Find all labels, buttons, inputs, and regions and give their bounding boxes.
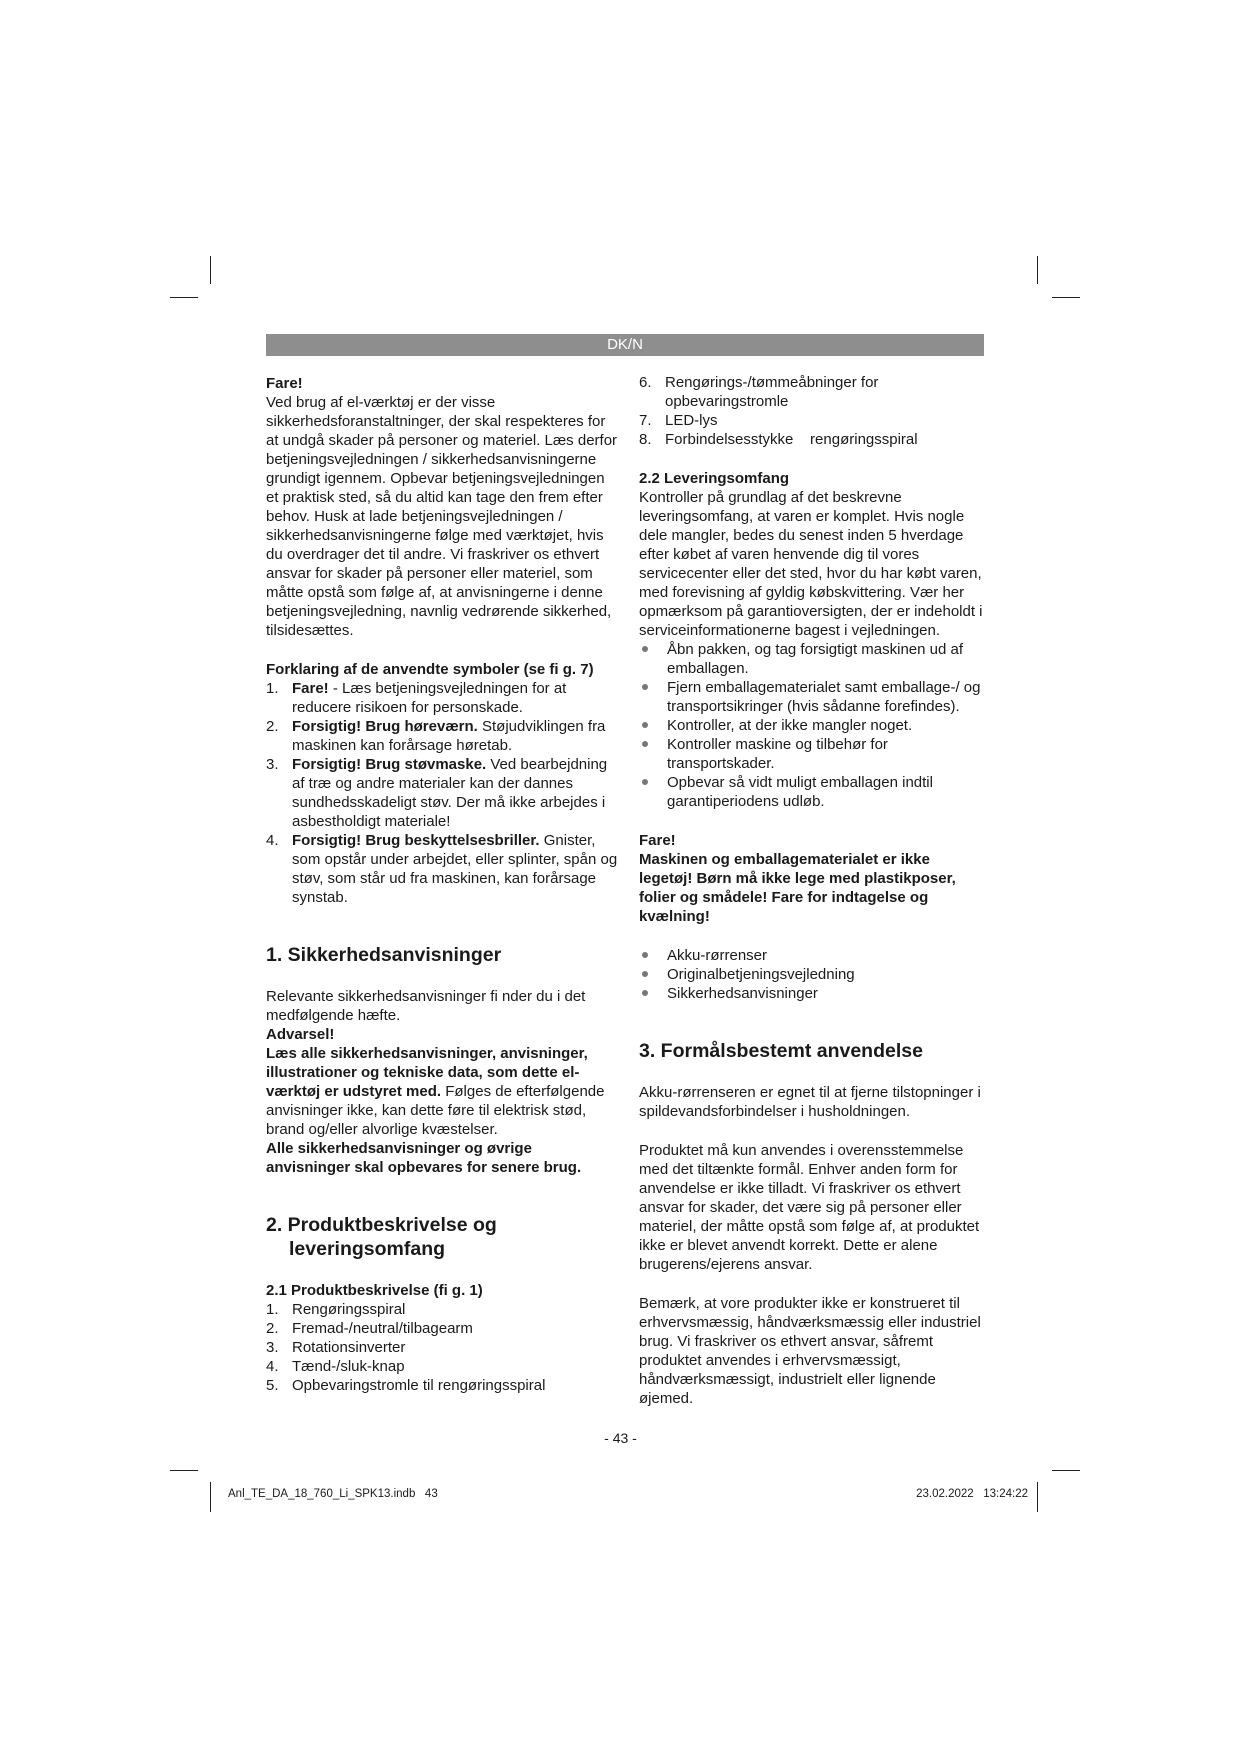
list-item: 4. Forsigtig! Brug beskyttelsesbriller. Gnister, som opstår under arbejdet, eller splinter, spån og støv, som står ud fra maskinen, kan forårsage synstab. [266,832,618,906]
section-2-heading: 2. Produktbeskrivelse og leveringsomfang [266,1214,497,1260]
crop-mark [170,1470,198,1471]
crop-mark [210,256,211,284]
warning-title: Advarsel! [266,1026,335,1043]
crop-mark [1052,297,1080,298]
left-column [266,374,618,1395]
footer-datetime: 23.02.2022 13:24:22 [916,1488,1028,1500]
list-item: 1. Rengøringsspiral [266,1301,406,1318]
section-1-text: Relevante sikkerhedsanvisninger fi nder du i det medfølgende hæfte. [266,988,586,1024]
section-3-paragraph: Akku-rørrenseren er egnet til at fjerne tilstopninger i spildevandsforbindelser i husholdningen. [639,1084,981,1120]
section-3-paragraph: Bemærk, at vore produkter ikke er konstrueret til erhvervsmæssig, håndværksmæssig eller industriel brug. Vi fraskriver os ethvert ansvar, såfremt produktet anvendes i erhvervsmæssigt, håndværksmæssigt, industrielt eller lignende øjemed. [639,1295,981,1407]
danger-2-text: Maskinen og emballagematerialet er ikke legetøj! Børn må ikke lege med plastikposer, folier og smådele! Fare for indtagelse og kvælning! [639,851,956,925]
list-item: Fjern emballagematerialet samt emballage-/ og transportsikringer (hvis sådanne forefindes). [639,678,986,716]
crop-mark [1052,1470,1080,1471]
list-item: 8. Forbindelsesstykke rengøringsspiral [639,431,918,448]
crop-mark [210,1482,211,1512]
crop-mark [170,297,198,298]
footer-file-name: Anl_TE_DA_18_760_Li_SPK13.indb 43 [228,1488,438,1500]
delivery-contents [639,946,986,1003]
section-3-heading: 3. Formålsbestemt anvendelse [639,1040,923,1062]
list-item: Sikkerhedsanvisninger [639,984,986,1003]
symbols-title: Forklaring af de anvendte symboler (se fi g. 7) [266,661,594,678]
list-item: 7. LED-lys [639,412,718,429]
symbols-list [266,679,618,907]
page-number: - 43 - [604,1430,637,1446]
list-item: Kontroller, at der ikke mangler noget. [639,716,986,735]
crop-mark [1037,1482,1038,1512]
list-item: Kontroller maskine og tilbehør for transportskader. [639,735,986,773]
danger-text: Ved brug af el-værktøj er der visse sikkerhedsforanstaltninger, der skal respekteres for at undgå skader på personer og materiel. Læs derfor betjeningsvejledningen / sikkerhedsanvisningerne grundigt igennem. Opbevar betjeningsvejledningen et praktisk sted, så du altid kan tage den frem efter behov. Husk at lade betjeningsvejledningen / sikkerhedsanvisningerne følge med værktøjet, hvis du overdrager det til andre. Vi fraskriver os ethvert ansvar for skader på personer eller materiel, som måtte opstå som følge af, at anvisningerne i denne betjeningsvejledning, navnlig vedrørende sikkerhed, tilsidesættes. [266,394,618,639]
section-3-paragraph: Produktet må kun anvendes i overensstemmelse med det tiltænkte formål. Enhver anden form for anvendelse er ikke tilladt. Vi fraskriver os ethvert ansvar for skader, det være sig på personer eller materiel, der måtte opstå som følge af, at produktet ikke er blevet anvendt korrekt. Dette er alene brugerens/ejerens ansvar. [639,1142,980,1273]
list-item: 5. Opbevaringstromle til rengøringsspiral [266,1377,546,1394]
warning-text-bold: Alle sikkerhedsanvisninger og øvrige anvisninger skal opbevares for senere brug. [266,1140,582,1176]
parts-list-continued [639,373,986,449]
language-header-bar: DK/N [266,334,984,356]
list-item: Akku-rørrenser [639,946,986,965]
list-item: Opbevar så vidt muligt emballagen indtil garantiperiodens udløb. [639,773,986,811]
right-column [639,373,986,1408]
section-1-heading: 1. Sikkerhedsanvisninger [266,944,502,966]
warning-text: Læs alle sikkerhedsanvisninger, anvisninger, illustrationer og tekniske data, som dette el-værktøj er udstyret med. Følges de efterfølgende anvisninger ikke, kan dette føre til elektrisk stød, brand og/eller alvorlige kvæstelser. [266,1045,605,1138]
list-item: 4. Tænd-/sluk-knap [266,1358,405,1375]
unpacking-steps [639,640,986,811]
section-2-2-text: Kontroller på grundlag af det beskrevne leveringsomfang, at varen er komplet. Hvis nogle dele mangler, bedes du senest inden 5 hverdage efter købet af varen henvende dig til vores servicecenter eller det sted, hvor du har købt varen, med forevisning af gyldig købskvittering. Vær her opmærksom på garantioversigten, der er indeholdt i serviceinformationerne bagest i vejledningen. [639,489,983,639]
list-item: 2. Forsigtig! Brug høreværn. Støjudviklingen fra maskinen kan forårsage høretab. [266,718,606,754]
parts-list [266,1300,618,1395]
danger-title: Fare! [266,375,303,392]
danger-2-title: Fare! [639,832,676,849]
list-item: 1. Fare! - Læs betjeningsvejledningen for at reducere risikoen for personskade. [266,680,567,716]
crop-mark [1037,256,1038,284]
list-item: Åbn pakken, og tag forsigtigt maskinen ud af emballagen. [639,640,986,678]
list-item: 3. Forsigtig! Brug støvmaske. Ved bearbejdning af træ og andre materialer kan der dannes sundhedsskadeligt støv. Der må ikke arbejdes i asbestholdigt materiale! [266,756,608,830]
list-item: 2. Fremad-/neutral/tilbagearm [266,1320,473,1337]
section-2-1-heading: 2.1 Produktbeskrivelse (fi g. 1) [266,1282,483,1299]
list-item: 6. Rengørings-/tømmeåbninger for opbevaringstromle [639,374,879,410]
list-item: Originalbetjeningsvejledning [639,965,986,984]
list-item: 3. Rotationsinverter [266,1339,406,1356]
section-2-2-heading: 2.2 Leveringsomfang [639,470,790,487]
